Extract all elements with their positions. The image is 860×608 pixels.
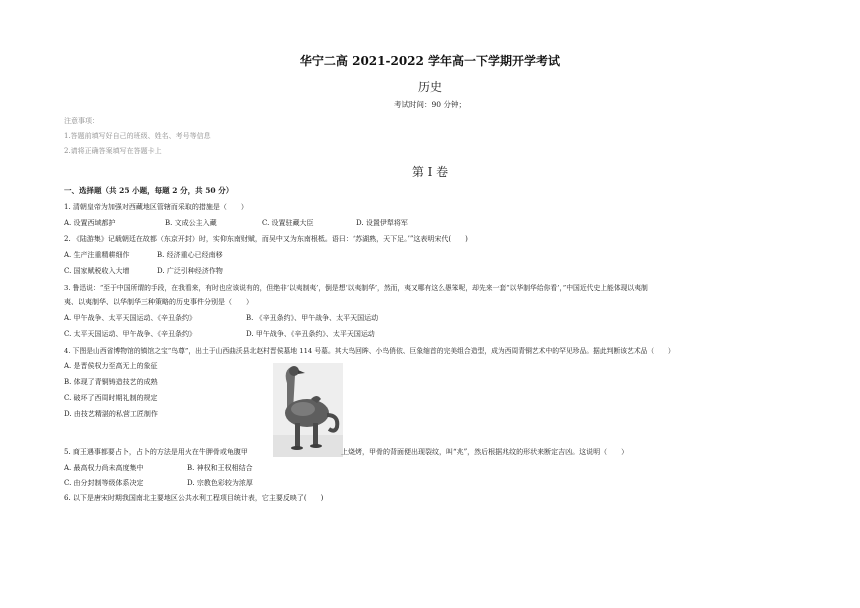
question-3-option-b[interactable]: B. 《辛丑条约》、甲午战争、太平天国运动 bbox=[246, 314, 379, 322]
question-4-option-d[interactable]: D. 由技艺精湛的私营工匠制作 bbox=[64, 410, 158, 418]
question-2-stem: 2. 《陆游集》记载朝廷在故都（东京开封）时，实仰东南财赋，而吴中又为东南根柢。语曰：‘苏湖熟，天下足。’”这表明宋代( ) bbox=[64, 235, 468, 243]
question-3-stem-continued: 夷、以夷制华、以华制华三种策略的历史事件分别是（ ） bbox=[64, 298, 253, 306]
notes-item: 1.答题前填写好自己的班级、姓名、考号等信息 bbox=[64, 132, 211, 140]
question-5-option-c[interactable]: C. 由分封制等级体系决定 bbox=[64, 479, 144, 487]
section-heading: 一、选择题（共 25 小题，每题 2 分，共 50 分） bbox=[64, 186, 234, 195]
subject-title: 历史 bbox=[417, 80, 442, 94]
question-1-option-d[interactable]: D. 设置伊犁将军 bbox=[356, 219, 408, 227]
question-6-stem: 6. 以下是唐宋时期我国南北主要地区公共水利工程项目统计表，它主要反映了( ) bbox=[64, 494, 324, 502]
question-2-option-d[interactable]: D. 广泛引种经济作物 bbox=[157, 267, 223, 275]
notes-item: 2.请将正确答案填写在答题卡上 bbox=[64, 147, 162, 155]
exam-time: 考试时间：90 分钟； bbox=[394, 100, 466, 109]
question-1-option-b[interactable]: B. 文成公主入藏 bbox=[165, 219, 217, 227]
question-5-stem: 5. 商王遇事都要占卜，占卜的方法是用火在牛胛骨或龟腹甲 bbox=[64, 448, 248, 456]
question-2-option-a[interactable]: A. 生产注重精耕细作 bbox=[64, 251, 130, 259]
question-1-stem: 1. 清朝皇帝为加强对西藏地区管辖而采取的措施是（ ） bbox=[64, 203, 248, 211]
question-1-option-a[interactable]: A. 设置西域都护 bbox=[64, 219, 116, 227]
question-4-option-c[interactable]: C. 破坏了西周时期礼制的规定 bbox=[64, 394, 158, 402]
notes-heading: 注意事项： bbox=[64, 117, 99, 125]
question-5-option-a[interactable]: A. 最高权力尚未高度集中 bbox=[64, 464, 144, 472]
question-3-option-c[interactable]: C. 太平天国运动、甲午战争、《辛丑条约》 bbox=[64, 330, 197, 338]
question-1-option-c[interactable]: C. 设置驻藏大臣 bbox=[262, 219, 314, 227]
exam-title: 华宁二高 2021-2022 学年高一下学期开学考试 bbox=[299, 54, 561, 68]
question-5-option-d[interactable]: D. 宗教色彩较为浓厚 bbox=[187, 479, 253, 487]
question-3-option-d[interactable]: D. 甲午战争、《辛丑条约》、太平天国运动 bbox=[246, 330, 375, 338]
volume-heading: 第 I 卷 bbox=[411, 165, 449, 179]
question-2-option-b[interactable]: B. 经济重心已经南移 bbox=[157, 251, 223, 259]
question-4-stem: 4. 下图是山西省博物馆的镇馆之宝“鸟尊”，出土于山西曲沃县北赵村晋侯墓地 114 号墓。其大鸟回眸、小鸟俏依、巨象缩首的完美组合造型，成为西周青铜艺术中的罕见珍品。据此判断该艺术品（ ） bbox=[64, 347, 675, 355]
bronze-bird-vessel-photo bbox=[273, 363, 343, 457]
question-3-stem: 3. 鲁迅说：“至于中国所谓的手段，在我看来，有时也应该说有的，但绝非‘以夷制夷’，倒是想‘以夷制华’，然而，夷又哪有这么愚笨呢，却先来一套“以华制华给你看’，”中国近代史上能体现以夷制 bbox=[64, 284, 648, 292]
question-4-option-a[interactable]: A. 是晋侯权力至高无上的象征 bbox=[64, 362, 158, 370]
question-3-option-a[interactable]: A. 甲午战争、太平天国运动、《辛丑条约》 bbox=[64, 314, 197, 322]
question-2-option-c[interactable]: C. 国家赋税收入大增 bbox=[64, 267, 130, 275]
question-5-stem-continued: 上烧烤，甲骨的背面便出现裂纹，叫“兆”，然后根据兆纹的形状来断定吉凶。这说明（ ） bbox=[341, 448, 629, 456]
question-5-option-b[interactable]: B. 神权和王权相结合 bbox=[187, 464, 253, 472]
notes-block bbox=[64, 114, 211, 159]
question-4-option-b[interactable]: B. 体现了青铜铸造技艺的成熟 bbox=[64, 378, 158, 386]
